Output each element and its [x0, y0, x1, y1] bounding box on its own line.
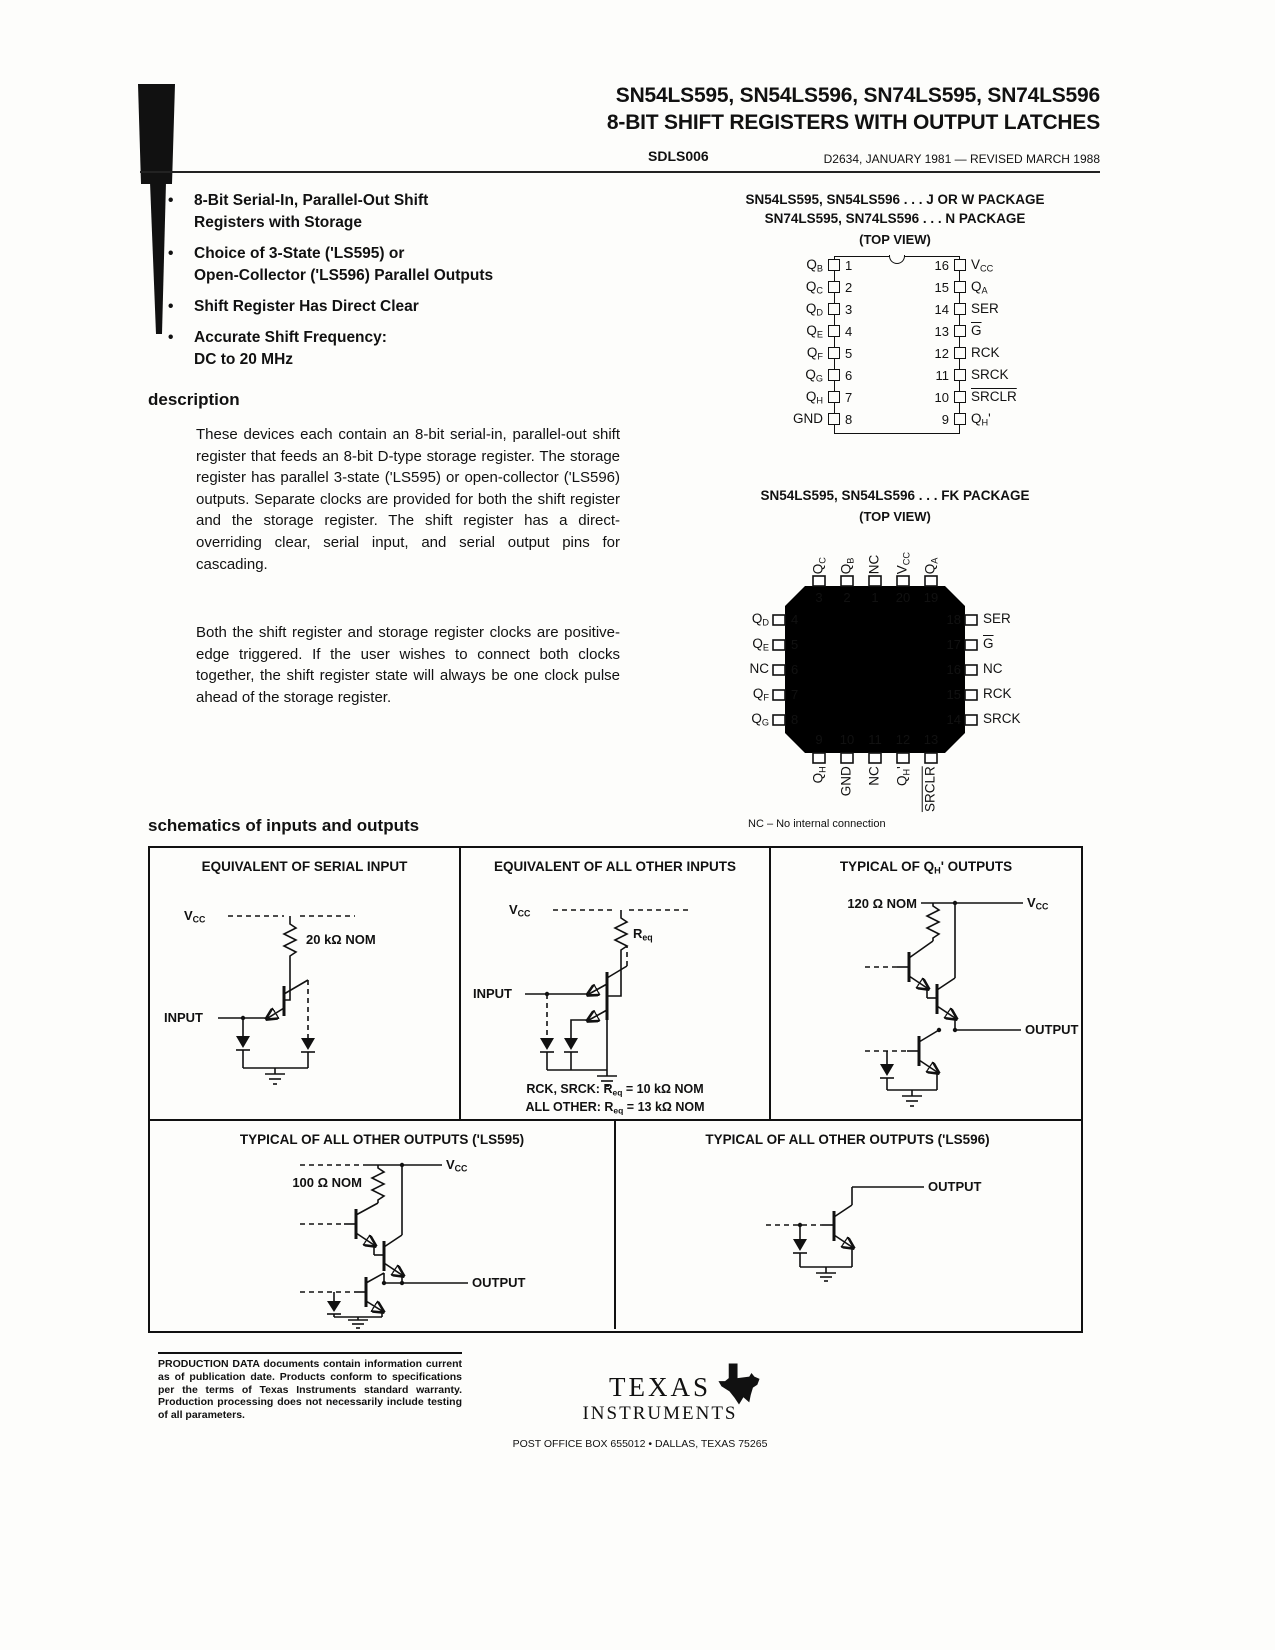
vcc-label: $V_{CC}$ — [184, 908, 206, 925]
pin-label: NC — [749, 661, 769, 676]
input-label: INPUT — [164, 1010, 203, 1025]
pin-number: 19 — [923, 590, 939, 605]
pin-number: 15 — [934, 279, 949, 295]
cell-title: EQUIVALENT OF SERIAL INPUT — [201, 859, 408, 874]
pin-label: $Q_E$ — [806, 322, 823, 340]
dip-pin-row — [772, 276, 1022, 298]
pin-label: GND — [838, 766, 854, 797]
pin — [954, 281, 966, 293]
pin-number: 16 — [946, 662, 961, 677]
pin-number: 2 — [843, 590, 851, 605]
bullet — [168, 243, 194, 287]
dip-pin-row — [772, 408, 1022, 430]
pin-label: $Q_H'$ — [971, 410, 991, 428]
resistor-note: RCK, SRCK: $R_{eq} = 10$ kΩ NOM — [526, 1082, 704, 1098]
output-label: OUTPUT — [928, 1179, 982, 1194]
pin-number: 4 — [845, 323, 853, 339]
pin-number: 10 — [934, 389, 949, 405]
pin-label: $Q_B$ — [806, 256, 823, 274]
resistor-value: 120 Ω NOM — [847, 896, 917, 911]
pin-number: 7 — [791, 687, 799, 702]
pin-label: $Q_F$ — [806, 344, 823, 362]
other-inputs-schematic — [461, 848, 769, 1119]
doc-code: SDLS006 — [648, 148, 709, 164]
pin-number: 13 — [934, 323, 949, 339]
pin-number: 8 — [791, 712, 799, 727]
pin — [828, 281, 840, 293]
pin-label: RCK — [983, 686, 1012, 701]
pin — [828, 413, 840, 425]
pin-label: NC — [866, 766, 882, 786]
pin-label: $Q_E$ — [752, 636, 769, 653]
pin-number: 11 — [935, 367, 949, 383]
dip-pin-row — [772, 320, 1022, 342]
pin-label: SRCK — [971, 366, 1009, 382]
pin-label: $Q_D$ — [751, 611, 769, 628]
bullet — [168, 190, 194, 234]
feature-item: • Accurate Shift Frequency: DC to 20 MHz — [168, 327, 628, 371]
description-heading: description — [148, 390, 240, 409]
pin — [954, 391, 966, 403]
revision-date: D2634, JANUARY 1981 — REVISED MARCH 1988 — [823, 152, 1100, 166]
pin-label: GND — [793, 410, 823, 426]
pin-label: $V_{CC}$ — [894, 552, 912, 575]
pin-number: 20 — [895, 590, 911, 605]
pin-number: 4 — [791, 612, 799, 627]
ls596-outputs-schematic — [616, 1121, 1078, 1329]
pin-number: 8 — [845, 411, 853, 427]
dip-pin-row — [772, 254, 1022, 276]
pin-number: 15 — [946, 687, 961, 702]
pin-label: SER — [983, 611, 1011, 626]
production-data-notice: PRODUCTION DATA documents contain information current as of publication date. Products conform to specifications per the terms of Texas Instruments standard warranty. Production processing does not necessarily include testing of all parameters. — [158, 1352, 462, 1422]
pin-label: $Q_A$ — [922, 557, 940, 575]
output-label: OUTPUT — [1025, 1022, 1079, 1037]
brand-line-2: INSTRUMENTS — [582, 1403, 738, 1424]
pin-number: 13 — [923, 732, 939, 747]
pin-label: $Q_G$ — [751, 711, 769, 728]
cell-ls595-outputs — [150, 1121, 616, 1329]
pin-number: 3 — [845, 301, 853, 317]
pin-number: 18 — [946, 612, 961, 627]
texas-map-icon — [717, 1360, 761, 1408]
pin-label: $Q_C$ — [810, 557, 828, 575]
pin-label: $Q_H$ — [805, 388, 823, 406]
features-list — [168, 190, 628, 380]
dip-package-diagram — [772, 254, 1022, 436]
feature-item: • Shift Register Has Direct Clear — [168, 296, 628, 318]
ti-logo — [545, 1372, 775, 1425]
pin-number: 17 — [946, 637, 961, 652]
ls595-outputs-schematic — [150, 1121, 614, 1329]
cell-other-inputs — [461, 848, 771, 1119]
pin-number: 1 — [845, 257, 853, 273]
pin-label: $Q_H$ — [810, 766, 828, 784]
feature-item: • 8-Bit Serial-In, Parallel-Out Shift Registers with Storage — [168, 190, 628, 234]
pin-number: 5 — [791, 637, 799, 652]
dip-package-heading: SN54LS595, SN54LS596 . . . J OR W PACKAGE SN74LS595, SN74LS596 . . . N PACKAGE (TOP VIEW) — [745, 192, 1045, 247]
pin-label: $\overline{G}$ — [983, 636, 994, 651]
title-line-1: SN54LS595, SN54LS596, SN74LS595, SN74LS596 — [615, 84, 1100, 107]
description-paragraph: These devices each contain an 8-bit serial-in, parallel-out shift register that feeds an 8-bit D-type storage register. The storage register has parallel 3-state ('LS595) or open-collector ('LS596) outputs. Separate clocks are provided for both the shift register and the storage register. The shift register has a direct-overriding clear, serial input, and serial output pins for cascading. — [196, 426, 620, 573]
fk-package-diagram — [715, 528, 1035, 828]
pin-number: 10 — [839, 732, 855, 747]
pin — [828, 347, 840, 359]
title-line-2: 8-BIT SHIFT REGISTERS WITH OUTPUT LATCHES — [606, 111, 1100, 134]
pin-label: NC — [983, 661, 1003, 676]
pin — [954, 369, 966, 381]
cell-title: TYPICAL OF $Q_H'$ OUTPUTS — [839, 859, 1013, 876]
pin-number: 16 — [934, 257, 949, 273]
nc-note: NC – No internal connection — [748, 818, 886, 830]
vcc-label: $V_{CC}$ — [509, 902, 531, 919]
pin-number: 7 — [845, 389, 853, 405]
pin — [828, 259, 840, 271]
vcc-label: $V_{CC}$ — [446, 1157, 468, 1174]
page-title — [400, 82, 1100, 136]
cell-qh-outputs — [771, 848, 1081, 1119]
schematics-heading: schematics of inputs and outputs — [148, 816, 420, 835]
dip-pin-row — [772, 342, 1022, 364]
pin-label: $V_{CC}$ — [971, 256, 994, 274]
pin-label: SRCLR — [971, 388, 1017, 404]
cell-title: EQUIVALENT OF ALL OTHER INPUTS — [493, 859, 736, 874]
pin-number: 3 — [815, 590, 823, 605]
qh-outputs-schematic — [771, 848, 1079, 1119]
pin — [828, 369, 840, 381]
pin-number: 2 — [845, 279, 853, 295]
pin-number: 5 — [845, 345, 853, 361]
resistor-note: ALL OTHER: $R_{eq} = 13$ kΩ NOM — [525, 1100, 705, 1116]
pin-label: $Q_G$ — [805, 366, 823, 384]
pin — [954, 413, 966, 425]
pin-number: 9 — [815, 732, 823, 747]
dip-pin-row — [772, 298, 1022, 320]
pin-number: 14 — [946, 712, 961, 727]
pin-number: 6 — [791, 662, 799, 677]
pin-number: 12 — [895, 732, 911, 747]
dip-pin-row — [772, 364, 1022, 386]
cell-ls596-outputs — [616, 1121, 1079, 1329]
pin-label: $Q_D$ — [805, 300, 823, 318]
brand-line-1: TEXAS — [609, 1372, 711, 1402]
pin — [954, 347, 966, 359]
pin-label: $Q_A$ — [971, 278, 988, 296]
vcc-label: $V_{CC}$ — [1027, 895, 1049, 912]
resistor-value: 20 kΩ NOM — [306, 932, 376, 947]
pin-label: $Q_H'$ — [894, 766, 912, 786]
pin-label: SRCLR — [922, 766, 938, 813]
serial-input-schematic — [150, 848, 461, 1119]
pin-label: $Q_B$ — [838, 557, 856, 575]
feature-item: • Choice of 3-State ('LS595) or Open-Collector ('LS596) Parallel Outputs — [168, 243, 628, 287]
pin-label: NC — [866, 554, 882, 575]
cell-title: TYPICAL OF ALL OTHER OUTPUTS ('LS595) — [239, 1132, 525, 1147]
pin — [828, 325, 840, 337]
input-label: INPUT — [473, 986, 512, 1001]
pin-label: $Q_F$ — [752, 686, 769, 703]
pin-number: 6 — [845, 367, 853, 383]
pin — [828, 303, 840, 315]
bullet — [168, 296, 194, 318]
pin-label: RCK — [971, 344, 1000, 360]
cell-title: TYPICAL OF ALL OTHER OUTPUTS ('LS596) — [705, 1132, 990, 1147]
address-line: POST OFFICE BOX 655012 • DALLAS, TEXAS 75265 — [512, 1438, 768, 1450]
fk-package-heading: SN54LS595, SN54LS596 . . . FK PACKAGE (TOP VIEW) — [760, 488, 1030, 524]
pin-label: SER — [971, 300, 999, 316]
resistor-label: $R_{eq}$ — [633, 926, 653, 943]
pin-label: $\overline{G}$ — [971, 322, 982, 338]
pin — [828, 391, 840, 403]
bullet — [168, 327, 194, 371]
pin-number: 11 — [868, 732, 882, 747]
pin-label: SRCK — [983, 711, 1021, 726]
pin-label: $Q_C$ — [805, 278, 823, 296]
header-rule — [140, 171, 1100, 173]
pin — [954, 259, 966, 271]
description-paragraph: Both the shift register and storage register clocks are positive-edge triggered. If the user wishes to connect both clocks together, the shift register state will always be one clock pulse ahead of the storage register. — [196, 624, 620, 706]
cell-serial-input — [150, 848, 461, 1119]
output-label: OUTPUT — [472, 1275, 526, 1290]
dip-pin-row — [772, 386, 1022, 408]
pin — [954, 303, 966, 315]
resistor-value: 100 Ω NOM — [292, 1175, 362, 1190]
schematics-box — [148, 846, 1083, 1333]
pin — [954, 325, 966, 337]
pin-number: 14 — [934, 301, 949, 317]
pin-number: 1 — [871, 590, 879, 605]
pin-number: 9 — [941, 411, 949, 427]
pin-number: 12 — [934, 345, 949, 361]
